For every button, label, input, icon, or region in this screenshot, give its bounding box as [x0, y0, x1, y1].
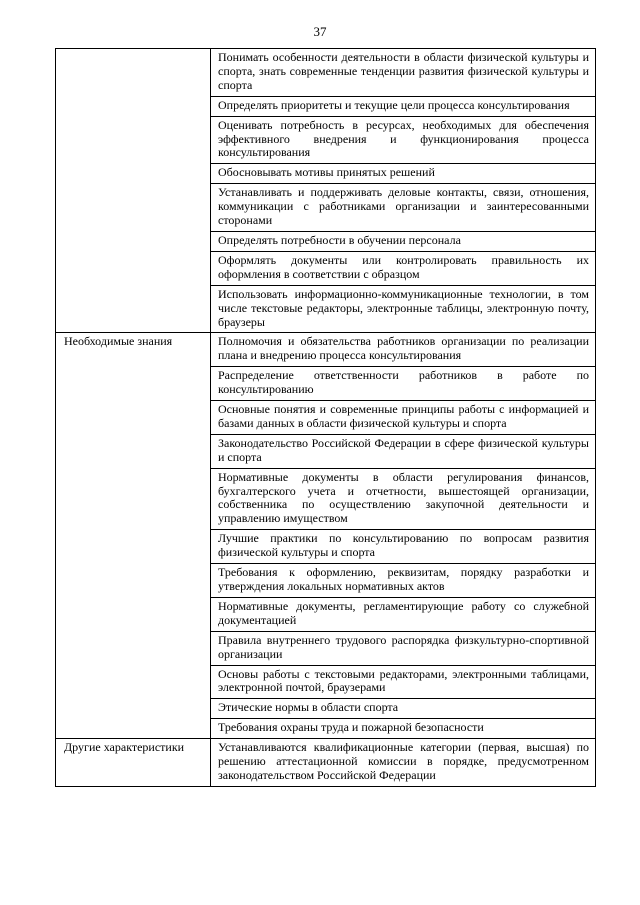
requirement-cell: Устанавливать и поддерживать деловые контакты, связи, отношения, коммуникации с работниками организации и заинтересованными сторонами — [211, 184, 596, 232]
table-row — [56, 333, 596, 367]
requirement-cell: Понимать особенности деятельности в области физической культуры и спорта, знать современные тенденции развития физической культуры и спорта — [211, 49, 596, 97]
requirement-cell: Правила внутреннего трудового распорядка физкультурно-спортивной организации — [211, 631, 596, 665]
page-number: 37 — [313, 24, 327, 39]
requirement-cell: Нормативные документы в области регулирования финансов, бухгалтерского учета и отчетности, вышестоящей организации, собственника по осуществлению закупочной деятельности и управлению имуществом — [211, 468, 596, 530]
section-label-cell: Необходимые знания — [56, 333, 211, 739]
requirement-cell: Определять приоритеты и текущие цели процесса консультирования — [211, 96, 596, 116]
requirement-cell: Лучшие практики по консультированию по вопросам развития физической культуры и спорта — [211, 530, 596, 564]
requirements-table — [55, 48, 596, 787]
requirement-cell: Распределение ответственности работников в работе по консультированию — [211, 367, 596, 401]
requirement-cell: Основные понятия и современные принципы работы с информацией и базами данных в области физической культуры и спорта — [211, 401, 596, 435]
requirement-cell: Полномочия и обязательства работников организации по реализации плана и внедрению процесса консультирования — [211, 333, 596, 367]
requirement-cell: Требования к оформлению, реквизитам, порядку разработки и утверждения локальных нормативных актов — [211, 564, 596, 598]
section-label-cell — [56, 49, 211, 333]
section-label-cell: Другие характеристики — [56, 739, 211, 787]
requirement-cell: Устанавливаются квалификационные категории (первая, высшая) по решению аттестационной комиссии в порядке, предусмотренном законодательством Российской Федерации — [211, 739, 596, 787]
requirement-cell: Нормативные документы, регламентирующие работу со служебной документацией — [211, 597, 596, 631]
requirement-cell: Оформлять документы или контролировать правильность их оформления в соответствии с образцом — [211, 251, 596, 285]
requirement-cell: Оценивать потребность в ресурсах, необходимых для обеспечения эффективного внедрения и функционирования процесса консультирования — [211, 116, 596, 164]
table-row — [56, 49, 596, 97]
requirement-cell: Требования охраны труда и пожарной безопасности — [211, 719, 596, 739]
requirement-cell: Использовать информационно-коммуникационные технологии, в том числе текстовые редакторы, электронные таблицы, электронную почту, браузеры — [211, 285, 596, 333]
requirement-cell: Обосновывать мотивы принятых решений — [211, 164, 596, 184]
requirement-cell: Определять потребности в обучении персонала — [211, 231, 596, 251]
requirement-cell: Законодательство Российской Федерации в сфере физической культуры и спорта — [211, 434, 596, 468]
requirements-table-body — [56, 49, 596, 787]
requirement-cell: Этические нормы в области спорта — [211, 699, 596, 719]
requirement-cell: Основы работы с текстовыми редакторами, электронными таблицами, электронной почтой, браузерами — [211, 665, 596, 699]
table-row — [56, 739, 596, 787]
